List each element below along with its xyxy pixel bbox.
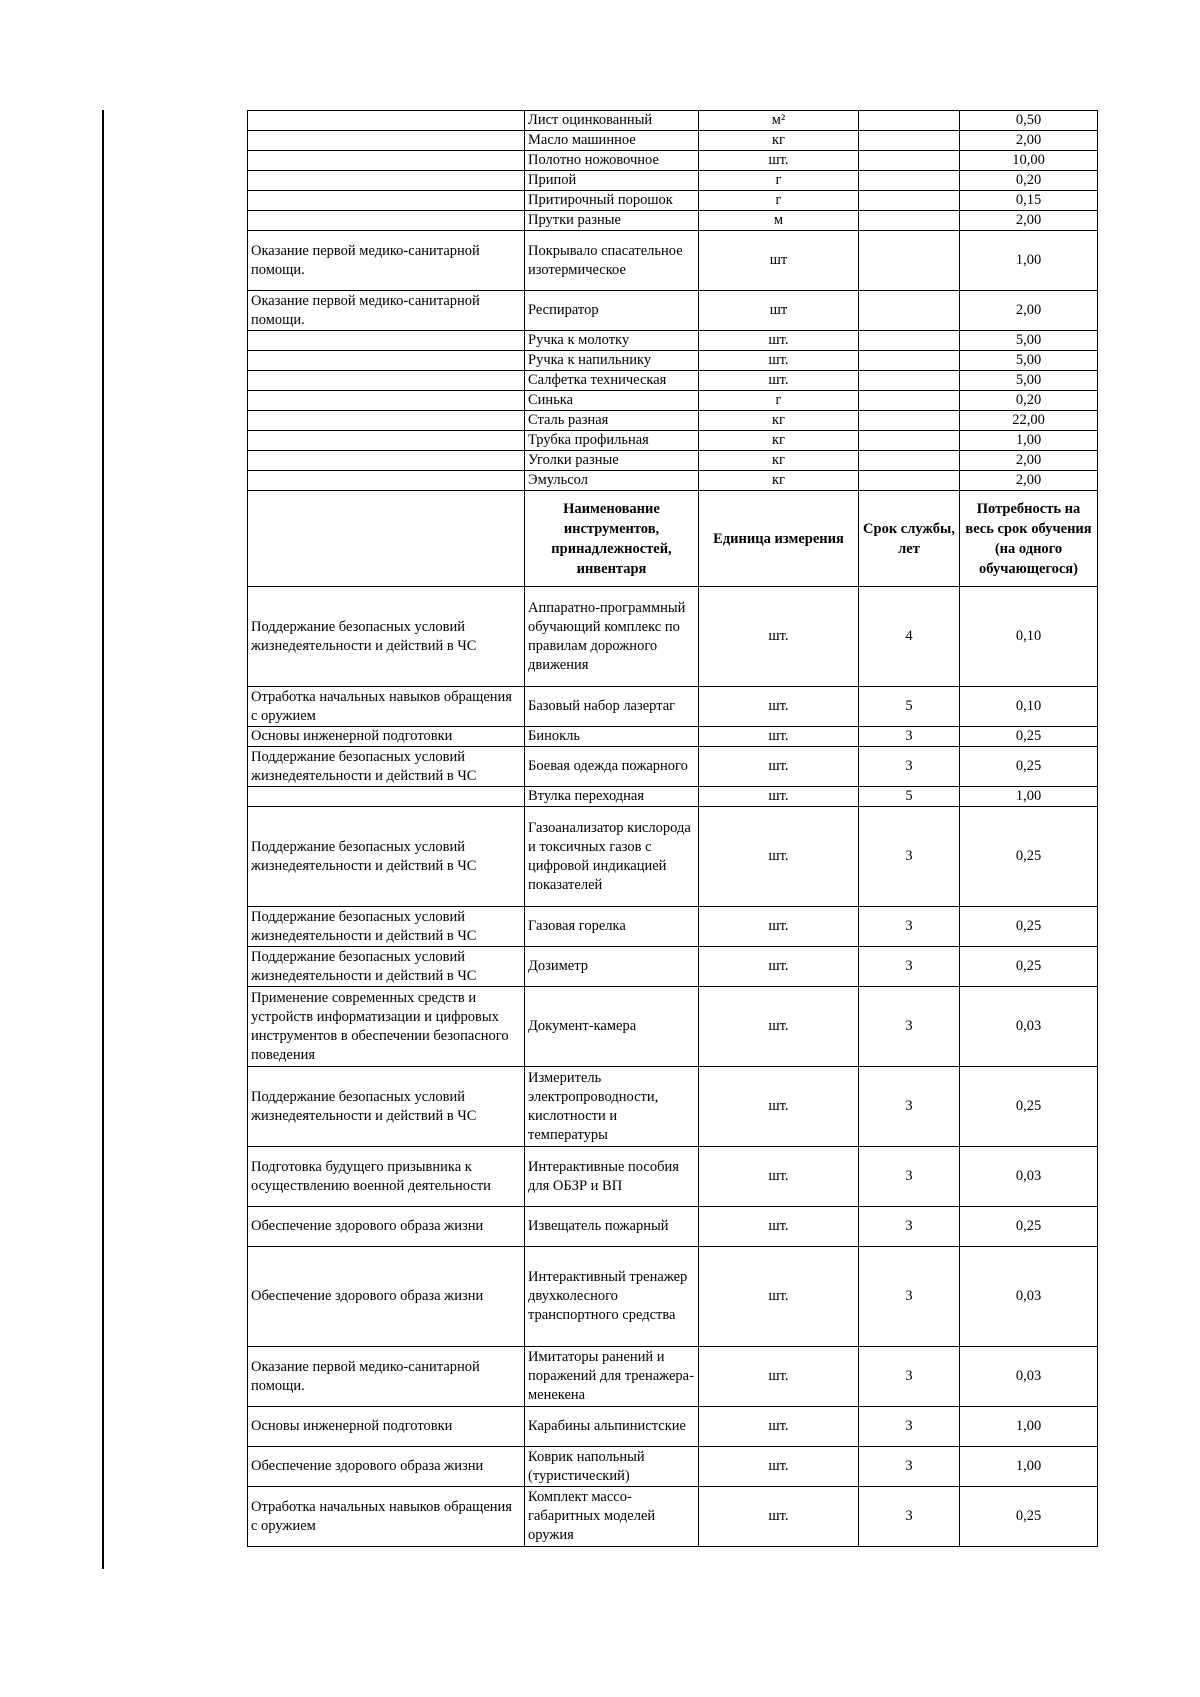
cell-quantity: 5,00: [960, 331, 1098, 351]
cell-item-name: Эмульсол: [525, 471, 699, 491]
cell-service-life: [859, 431, 960, 451]
cell-unit: кг: [699, 451, 859, 471]
table-row: [248, 1207, 1098, 1247]
cell-area: [248, 191, 525, 211]
cell-service-life: [859, 331, 960, 351]
left-margin-line: [102, 110, 104, 1569]
table-row: [248, 111, 1098, 131]
cell-service-life: [859, 171, 960, 191]
cell-item-name: Сталь разная: [525, 411, 699, 431]
table-row: [248, 727, 1098, 747]
cell-item-name: Респиратор: [525, 291, 699, 331]
cell-unit: шт.: [699, 807, 859, 907]
cell-area: Поддержание безопасных условий жизнедеятельности и действий в ЧС: [248, 947, 525, 987]
cell-unit: шт.: [699, 1147, 859, 1207]
cell-service-life: 5: [859, 787, 960, 807]
cell-area: Поддержание безопасных условий жизнедеятельности и действий в ЧС: [248, 747, 525, 787]
table-row: [248, 1247, 1098, 1347]
table-row: [248, 587, 1098, 687]
cell-unit: м²: [699, 111, 859, 131]
cell-item-name: Имитаторы ранений и поражений для тренажера-менекена: [525, 1347, 699, 1407]
table-row: [248, 191, 1098, 211]
cell-item-name: Салфетка техническая: [525, 371, 699, 391]
cell-area: [248, 171, 525, 191]
table-row: [248, 987, 1098, 1067]
cell-service-life: 5: [859, 687, 960, 727]
cell-area: Обеспечение здорового образа жизни: [248, 1247, 525, 1347]
table-body-top: [248, 111, 1098, 491]
cell-service-life: [859, 391, 960, 411]
table-row: [248, 787, 1098, 807]
table-row: [248, 351, 1098, 371]
cell-quantity: 5,00: [960, 351, 1098, 371]
cell-unit: кг: [699, 411, 859, 431]
cell-unit: шт.: [699, 987, 859, 1067]
cell-item-name: Притирочный порошок: [525, 191, 699, 211]
table-row: [248, 431, 1098, 451]
cell-unit: шт.: [699, 1407, 859, 1447]
table-body-bottom: [248, 587, 1098, 1547]
cell-service-life: [859, 411, 960, 431]
cell-unit: шт.: [699, 587, 859, 687]
cell-unit: м: [699, 211, 859, 231]
cell-service-life: [859, 191, 960, 211]
cell-area: [248, 331, 525, 351]
cell-quantity: 0,25: [960, 947, 1098, 987]
cell-item-name: Аппаратно-программный обучающий комплекс по правилам дорожного движения: [525, 587, 699, 687]
cell-area: Оказание первой медико-санитарной помощи.: [248, 1347, 525, 1407]
cell-service-life: 3: [859, 1067, 960, 1147]
cell-item-name: Втулка переходная: [525, 787, 699, 807]
cell-item-name: Ручка к молотку: [525, 331, 699, 351]
cell-service-life: 3: [859, 907, 960, 947]
cell-quantity: 2,00: [960, 291, 1098, 331]
cell-item-name: Ручка к напильнику: [525, 351, 699, 371]
cell-area: Поддержание безопасных условий жизнедеятельности и действий в ЧС: [248, 587, 525, 687]
cell-item-name: Трубка профильная: [525, 431, 699, 451]
cell-item-name: Прутки разные: [525, 211, 699, 231]
cell-area: Оказание первой медико-санитарной помощи.: [248, 291, 525, 331]
cell-quantity: 0,10: [960, 687, 1098, 727]
header-cell-empty: [248, 491, 525, 587]
cell-unit: шт.: [699, 947, 859, 987]
cell-service-life: 3: [859, 1407, 960, 1447]
table-row: [248, 947, 1098, 987]
cell-unit: шт: [699, 231, 859, 291]
table-row: [248, 291, 1098, 331]
cell-service-life: 3: [859, 727, 960, 747]
cell-item-name: Полотно ножовочное: [525, 151, 699, 171]
cell-quantity: 1,00: [960, 1447, 1098, 1487]
cell-service-life: [859, 151, 960, 171]
cell-quantity: 0,03: [960, 1247, 1098, 1347]
cell-quantity: 0,25: [960, 1067, 1098, 1147]
table-row: [248, 211, 1098, 231]
cell-unit: г: [699, 191, 859, 211]
cell-quantity: 1,00: [960, 431, 1098, 451]
cell-area: [248, 451, 525, 471]
cell-quantity: 0,25: [960, 807, 1098, 907]
cell-quantity: 0,15: [960, 191, 1098, 211]
cell-item-name: Масло машинное: [525, 131, 699, 151]
cell-unit: шт.: [699, 351, 859, 371]
cell-quantity: 0,10: [960, 587, 1098, 687]
cell-unit: шт.: [699, 747, 859, 787]
cell-area: [248, 471, 525, 491]
cell-service-life: [859, 131, 960, 151]
cell-service-life: [859, 371, 960, 391]
table-row: [248, 391, 1098, 411]
cell-area: Оказание первой медико-санитарной помощи.: [248, 231, 525, 291]
table-row: [248, 1067, 1098, 1147]
cell-service-life: 3: [859, 1207, 960, 1247]
cell-unit: шт.: [699, 727, 859, 747]
cell-service-life: [859, 211, 960, 231]
cell-area: Поддержание безопасных условий жизнедеятельности и действий в ЧС: [248, 907, 525, 947]
cell-area: Отработка начальных навыков обращения с оружием: [248, 687, 525, 727]
cell-item-name: Комплект массо-габаритных моделей оружия: [525, 1487, 699, 1547]
table-row: [248, 747, 1098, 787]
cell-quantity: 0,25: [960, 1207, 1098, 1247]
cell-item-name: Синька: [525, 391, 699, 411]
cell-item-name: Карабины альпинистские: [525, 1407, 699, 1447]
cell-area: [248, 351, 525, 371]
cell-quantity: 1,00: [960, 231, 1098, 291]
cell-service-life: [859, 351, 960, 371]
cell-quantity: 1,00: [960, 1407, 1098, 1447]
cell-service-life: 3: [859, 987, 960, 1067]
cell-area: Обеспечение здорового образа жизни: [248, 1207, 525, 1247]
cell-quantity: 2,00: [960, 211, 1098, 231]
cell-quantity: 5,00: [960, 371, 1098, 391]
table-row: [248, 131, 1098, 151]
cell-area: Отработка начальных навыков обращения с оружием: [248, 1487, 525, 1547]
cell-unit: шт.: [699, 1207, 859, 1247]
cell-service-life: 4: [859, 587, 960, 687]
cell-area: [248, 411, 525, 431]
cell-unit: кг: [699, 131, 859, 151]
cell-service-life: 3: [859, 1347, 960, 1407]
cell-service-life: [859, 231, 960, 291]
cell-item-name: Боевая одежда пожарного: [525, 747, 699, 787]
cell-area: Применение современных средств и устройств информатизации и цифровых инструментов в обеспечении безопасного поведения: [248, 987, 525, 1067]
table-row: [248, 1487, 1098, 1547]
cell-unit: шт.: [699, 1247, 859, 1347]
table-row: [248, 807, 1098, 907]
cell-item-name: Документ-камера: [525, 987, 699, 1067]
table-row: [248, 471, 1098, 491]
table-row: [248, 451, 1098, 471]
table-row: [248, 1347, 1098, 1407]
cell-quantity: 0,50: [960, 111, 1098, 131]
header-unit: Единица измерения: [699, 491, 859, 587]
table-row: [248, 411, 1098, 431]
cell-item-name: Бинокль: [525, 727, 699, 747]
table-row: [248, 687, 1098, 727]
cell-quantity: 0,03: [960, 987, 1098, 1067]
cell-area: [248, 211, 525, 231]
cell-area: [248, 787, 525, 807]
cell-item-name: Базовый набор лазертаг: [525, 687, 699, 727]
cell-quantity: 10,00: [960, 151, 1098, 171]
cell-unit: шт.: [699, 787, 859, 807]
cell-unit: шт.: [699, 907, 859, 947]
cell-item-name: Извещатель пожарный: [525, 1207, 699, 1247]
cell-area: Обеспечение здорового образа жизни: [248, 1447, 525, 1487]
cell-service-life: 3: [859, 947, 960, 987]
cell-service-life: 3: [859, 1487, 960, 1547]
equipment-table: [247, 110, 1098, 1547]
table-header-row: [248, 491, 1098, 587]
cell-item-name: Покрывало спасательное изотермическое: [525, 231, 699, 291]
cell-service-life: [859, 471, 960, 491]
table-row: [248, 151, 1098, 171]
table-row: [248, 907, 1098, 947]
cell-area: Подготовка будущего призывника к осуществлению военной деятельности: [248, 1147, 525, 1207]
table-row: [248, 231, 1098, 291]
cell-item-name: Измеритель электропроводности, кислотности и температуры: [525, 1067, 699, 1147]
cell-service-life: 3: [859, 747, 960, 787]
cell-area: Поддержание безопасных условий жизнедеятельности и действий в ЧС: [248, 1067, 525, 1147]
cell-item-name: Коврик напольный (туристический): [525, 1447, 699, 1487]
cell-unit: шт.: [699, 1447, 859, 1487]
cell-quantity: 0,25: [960, 747, 1098, 787]
cell-service-life: [859, 291, 960, 331]
cell-unit: шт.: [699, 1067, 859, 1147]
cell-quantity: 22,00: [960, 411, 1098, 431]
cell-unit: шт.: [699, 1487, 859, 1547]
cell-unit: шт.: [699, 1347, 859, 1407]
cell-area: [248, 151, 525, 171]
cell-item-name: Дозиметр: [525, 947, 699, 987]
cell-service-life: 3: [859, 1447, 960, 1487]
cell-unit: шт.: [699, 371, 859, 391]
cell-service-life: 3: [859, 1147, 960, 1207]
cell-unit: г: [699, 391, 859, 411]
cell-quantity: 2,00: [960, 131, 1098, 151]
table-row: [248, 371, 1098, 391]
cell-unit: шт: [699, 291, 859, 331]
cell-quantity: 0,03: [960, 1347, 1098, 1407]
cell-item-name: Интерактивный тренажер двухколесного транспортного средства: [525, 1247, 699, 1347]
cell-service-life: 3: [859, 807, 960, 907]
table-row: [248, 1447, 1098, 1487]
header-name: Наименование инструментов, принадлежностей, инвентаря: [525, 491, 699, 587]
cell-unit: кг: [699, 471, 859, 491]
cell-item-name: Газоанализатор кислорода и токсичных газов с цифровой индикацией показателей: [525, 807, 699, 907]
cell-quantity: 0,25: [960, 727, 1098, 747]
cell-item-name: Уголки разные: [525, 451, 699, 471]
cell-area: Основы инженерной подготовки: [248, 727, 525, 747]
cell-unit: г: [699, 171, 859, 191]
cell-service-life: [859, 111, 960, 131]
cell-item-name: Лист оцинкованный: [525, 111, 699, 131]
cell-service-life: [859, 451, 960, 471]
cell-area: [248, 431, 525, 451]
table-row: [248, 1147, 1098, 1207]
table-row: [248, 1407, 1098, 1447]
cell-area: Поддержание безопасных условий жизнедеятельности и действий в ЧС: [248, 807, 525, 907]
cell-unit: шт.: [699, 151, 859, 171]
cell-quantity: 2,00: [960, 471, 1098, 491]
header-service-life: Срок службы, лет: [859, 491, 960, 587]
cell-quantity: 0,20: [960, 391, 1098, 411]
cell-item-name: Интерактивные пособия для ОБЗР и ВП: [525, 1147, 699, 1207]
cell-area: [248, 391, 525, 411]
cell-area: Основы инженерной подготовки: [248, 1407, 525, 1447]
cell-area: [248, 371, 525, 391]
cell-unit: кг: [699, 431, 859, 451]
cell-item-name: Припой: [525, 171, 699, 191]
table-header-section: [248, 491, 1098, 587]
cell-quantity: 2,00: [960, 451, 1098, 471]
cell-service-life: 3: [859, 1247, 960, 1347]
cell-area: [248, 111, 525, 131]
cell-item-name: Газовая горелка: [525, 907, 699, 947]
table-row: [248, 171, 1098, 191]
cell-area: [248, 131, 525, 151]
cell-quantity: 0,03: [960, 1147, 1098, 1207]
table-row: [248, 331, 1098, 351]
header-quantity: Потребность на весь срок обучения (на одного обучающегося): [960, 491, 1098, 587]
cell-unit: шт.: [699, 331, 859, 351]
cell-quantity: 0,25: [960, 1487, 1098, 1547]
cell-quantity: 0,25: [960, 907, 1098, 947]
cell-quantity: 1,00: [960, 787, 1098, 807]
cell-quantity: 0,20: [960, 171, 1098, 191]
cell-unit: шт.: [699, 687, 859, 727]
